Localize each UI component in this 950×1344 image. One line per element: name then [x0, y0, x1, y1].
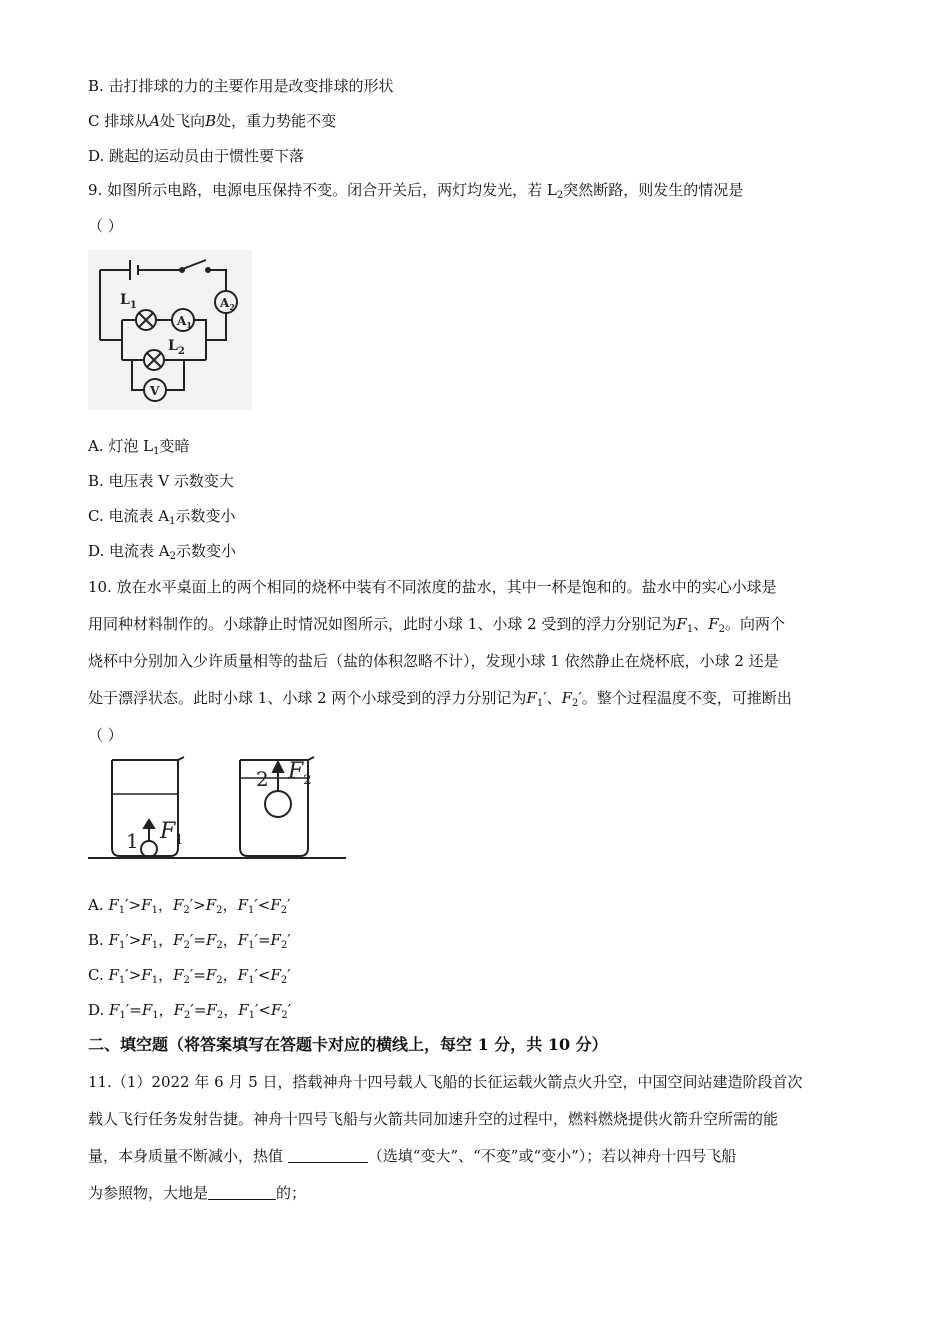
- l1-label: L: [120, 292, 130, 308]
- svg-text:F1: $F_1$: [160, 819, 184, 848]
- svg-text:L2: $L_2$: [168, 338, 185, 357]
- q9-option-d: D. 电流表 $A_2$示数变小: [88, 542, 237, 562]
- f2-label: F: [288, 759, 304, 784]
- q9-answer-paren: （ ）: [88, 217, 123, 235]
- section-heading-fill-in: 二、填空题（将答案填写在答题卡对应的横线上，每空 1 分，共 10 分）: [88, 1035, 608, 1054]
- svg-text:A2: $A_2$: [220, 296, 235, 312]
- q9-circuit-diagram: [88, 250, 252, 410]
- q10-option-d: D. $F_1'=F_1$，$F_2'=F_2$，$F_1'<F_2'$: [88, 1001, 292, 1021]
- q8-option-b: B. 击打排球的力的主要作用是改变排球的形状: [88, 77, 394, 95]
- a1-label: A: [177, 314, 187, 328]
- a2-label: A: [220, 296, 230, 310]
- l2-label: L: [168, 338, 178, 354]
- ball2-label: 2: [256, 767, 269, 791]
- ball1-label: 1: [126, 829, 139, 853]
- q9-option-a: A. 灯泡 $L_1$变暗: [88, 437, 190, 457]
- q9-option-c: C. 电流表 $A_1$示数变小: [88, 507, 236, 527]
- q10-option-b: B. $F_1'>F_1$，$F_2'=F_2$，$F_1'=F_2'$: [88, 931, 291, 951]
- q10-option-c: C. $F_1'>F_1$，$F_2'=F_2$，$F_1'<F_2'$: [88, 966, 291, 986]
- q8-option-c: C 排球从A处飞向B处，重力势能不变: [88, 112, 337, 130]
- q11-line1: 11.（1）2022 年 6 月 5 日，搭载神舟十四号载人飞船的长征运载火箭点火升空，中国空间站建造阶段首次: [88, 1073, 803, 1091]
- q10-beakers-diagram: [88, 756, 350, 862]
- q9-option-b: B. 电压表 V 示数变大: [88, 472, 234, 490]
- q8-option-d: D. 跳起的运动员由于惯性要下落: [88, 147, 305, 165]
- q10-stem-line4: 处于漂浮状态。此时小球 1、小球 2 两个小球受到的浮力分别记为$F_1'$、$F_2'$。整个过程温度不变，可推断出: [88, 689, 792, 709]
- q10-option-a: A. $F_1'>F_1$，$F_2'>F_2$，$F_1'<F_2'$: [88, 896, 291, 916]
- q10-stem-line3: 烧杯中分别加入少许质量相等的盐后（盐的体积忽略不计），发现小球 1 依然静止在烧杯底，小球 2 还是: [88, 652, 779, 670]
- q9-stem: 9. 如图所示电路，电源电压保持不变。闭合开关后，两灯均发光，若 $L_2$突然断路，则发生的情况是: [88, 181, 744, 201]
- q11-blank-heat-value[interactable]: [288, 1148, 368, 1163]
- q11-line3: 量，本身质量不断减小，热值 （选填“变大”、“不变”或“变小”）；若以神舟十四号飞船: [88, 1147, 737, 1165]
- q10-stem-line2: 用同种材料制作的。小球静止时情况如图所示，此时小球 1、小球 2 受到的浮力分别记为$F_1$、$F_2$。向两个: [88, 615, 786, 635]
- q10-answer-paren: （ ）: [88, 726, 123, 744]
- q11-line2: 载人飞行任务发射告捷。神舟十四号飞船与火箭共同加速升空的过程中，燃料燃烧提供火箭升空所需的能: [88, 1110, 779, 1128]
- q10-stem-line1: 10. 放在水平桌面上的两个相同的烧杯中装有不同浓度的盐水，其中一杯是饱和的。盐水中的实心小球是: [88, 578, 777, 596]
- f1-label: F: [160, 819, 176, 844]
- svg-text:L1: $L_1$: [120, 292, 137, 311]
- v-label: V: [150, 384, 160, 398]
- q11-blank-motion[interactable]: [208, 1185, 276, 1200]
- svg-text:F2: $F_2$: [288, 759, 312, 788]
- q11-line4: 为参照物，大地是 的；: [88, 1184, 307, 1202]
- svg-text:A1: $A_1$: [177, 314, 192, 330]
